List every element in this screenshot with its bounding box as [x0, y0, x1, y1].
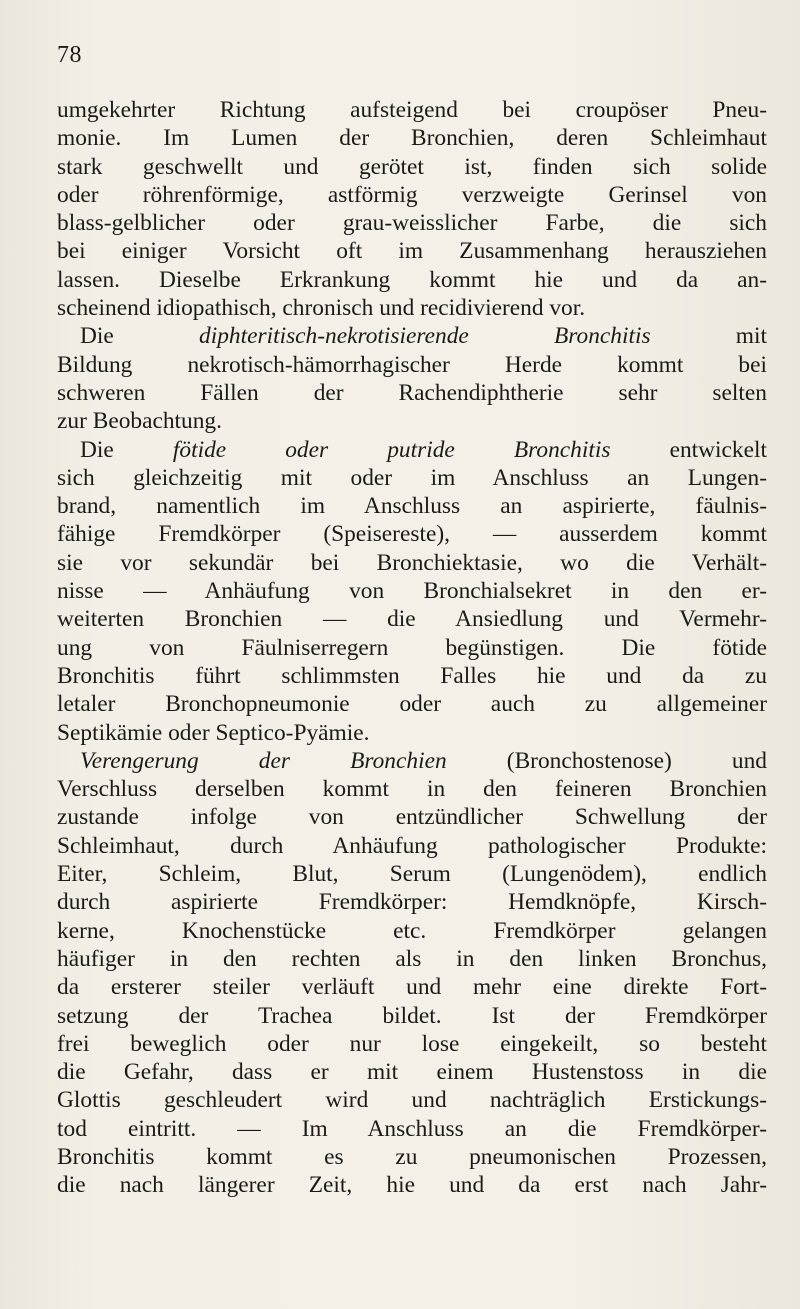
text-segment: fähige Fremdkörper (Speisereste), — ausserdem kommt: [57, 521, 767, 548]
text-segment: blass-gelblicher oder grau-weisslicher Farbe, die sich: [57, 210, 767, 237]
text-line: [57, 577, 767, 605]
text-line: [57, 492, 767, 520]
text-line: [57, 266, 767, 294]
text-segment: Eiter, Schleim, Blut, Serum (Lungenödem), endlich: [57, 861, 767, 888]
text-segment: stark geschwellt und gerötet ist, finden sich solide: [57, 153, 767, 180]
text-line: [57, 747, 767, 775]
text-segment: Bildung nekrotisch-hämorrhagischer Herde kommt bei: [57, 351, 767, 378]
page-number: 78: [57, 42, 82, 68]
text-segment: sie vor sekundär bei Bronchiektasie, wo die Verhält-: [57, 549, 767, 576]
text-line: [57, 775, 767, 803]
text-segment: frei beweglich oder nur lose eingekeilt, so besteht: [57, 1030, 767, 1057]
text-line: [57, 436, 767, 464]
text-line: [57, 634, 767, 662]
text-line: [57, 407, 767, 435]
text-segment: weiterten Bronchien — die Ansiedlung und Vermehr-: [57, 606, 767, 633]
text-segment: Bronchitis führt schlimmsten Falles hie und da zu: [57, 662, 767, 689]
text-line: [57, 1002, 767, 1030]
text-segment: häufiger in den rechten als in den linken Bronchus,: [57, 945, 767, 972]
text-line: [57, 237, 767, 265]
text-segment: zustande infolge von entzündlicher Schwellung der: [57, 804, 767, 831]
text-segment: sich gleichzeitig mit oder im Anschluss an Lungen-: [57, 464, 767, 491]
text-segment: schweren Fällen der Rachendiphtherie sehr selten: [57, 379, 767, 406]
text-line: [57, 719, 767, 747]
text-line: [57, 181, 767, 209]
text-line: [57, 888, 767, 916]
text-segment: da ersterer steiler verläuft und mehr eine direkte Fort-: [57, 974, 767, 1001]
text-line: [57, 209, 767, 237]
text-segment: Bronchitis kommt es zu pneumonischen Prozessen,: [57, 1143, 767, 1170]
text-line: [57, 322, 767, 350]
text-line: [57, 124, 767, 152]
text-line: [57, 973, 767, 1001]
text-line: [57, 520, 767, 548]
text-segment: Septikämie oder Septico-Pyämie.: [57, 719, 370, 746]
text-segment: mit: [650, 323, 767, 350]
text-line: [57, 1058, 767, 1086]
italic-term: fötide oder putride Bronchitis: [172, 436, 611, 463]
text-line: [57, 860, 767, 888]
text-segment: oder röhrenförmige, astförmig verzweigte Gerinsel von: [57, 181, 767, 208]
text-segment: entwickelt: [610, 436, 767, 463]
text-line: [57, 662, 767, 690]
text-line: [57, 464, 767, 492]
text-segment: Glottis geschleudert wird und nachträglich Erstickungs-: [57, 1087, 767, 1114]
text-line: [57, 690, 767, 718]
text-segment: bei einiger Vorsicht oft im Zusammenhang herausziehen: [57, 238, 767, 265]
text-line: [57, 96, 767, 124]
body-text: [57, 96, 767, 1200]
text-segment: letaler Bronchopneumonie oder auch zu allgemeiner: [57, 691, 767, 718]
text-line: [57, 1143, 767, 1171]
text-segment: Verschluss derselben kommt in den feineren Bronchien: [57, 776, 767, 803]
text-segment: Die: [80, 323, 199, 350]
text-line: [57, 1086, 767, 1114]
text-line: [57, 832, 767, 860]
text-line: [57, 917, 767, 945]
text-line: [57, 549, 767, 577]
text-segment: die Gefahr, dass er mit einem Hustenstoss in die: [57, 1059, 767, 1086]
text-segment: ung von Fäulniserregern begünstigen. Die fötide: [57, 634, 767, 661]
text-line: [57, 1171, 767, 1199]
text-line: [57, 1030, 767, 1058]
text-segment: Die: [80, 436, 173, 463]
text-line: [57, 351, 767, 379]
italic-term: Verengerung der Bronchien: [80, 747, 447, 774]
text-segment: die nach längerer Zeit, hie und da erst nach Jahr-: [57, 1172, 767, 1199]
text-segment: setzung der Trachea bildet. Ist der Fremdkörper: [57, 1002, 767, 1029]
text-segment: zur Beobachtung.: [57, 408, 222, 435]
text-segment: tod eintritt. — Im Anschluss an die Fremdkörper-: [57, 1115, 767, 1142]
text-line: [57, 379, 767, 407]
text-line: [57, 803, 767, 831]
text-segment: nisse — Anhäufung von Bronchialsekret in den er-: [57, 578, 767, 605]
text-segment: durch aspirierte Fremdkörper: Hemdknöpfe, Kirsch-: [57, 889, 767, 916]
text-line: [57, 1115, 767, 1143]
text-line: [57, 945, 767, 973]
text-segment: lassen. Dieselbe Erkrankung kommt hie und da an-: [57, 266, 767, 293]
text-segment: brand, namentlich im Anschluss an aspirierte, fäulnis-: [57, 493, 767, 520]
text-line: [57, 153, 767, 181]
text-segment: Schleimhaut, durch Anhäufung pathologischer Produkte:: [57, 832, 767, 859]
text-segment: monie. Im Lumen der Bronchien, deren Schleimhaut: [57, 125, 767, 152]
text-segment: scheinend idiopathisch, chronisch und recidivierend vor.: [57, 295, 586, 322]
italic-term: diphteritisch-nekrotisierende Bronchitis: [199, 323, 651, 350]
text-segment: umgekehrter Richtung aufsteigend bei croupöser Pneu-: [57, 97, 767, 123]
text-segment: (Bronchostenose) und: [446, 747, 767, 774]
text-segment: kerne, Knochenstücke etc. Fremdkörper gelangen: [57, 917, 767, 944]
text-line: [57, 605, 767, 633]
text-line: [57, 294, 767, 322]
